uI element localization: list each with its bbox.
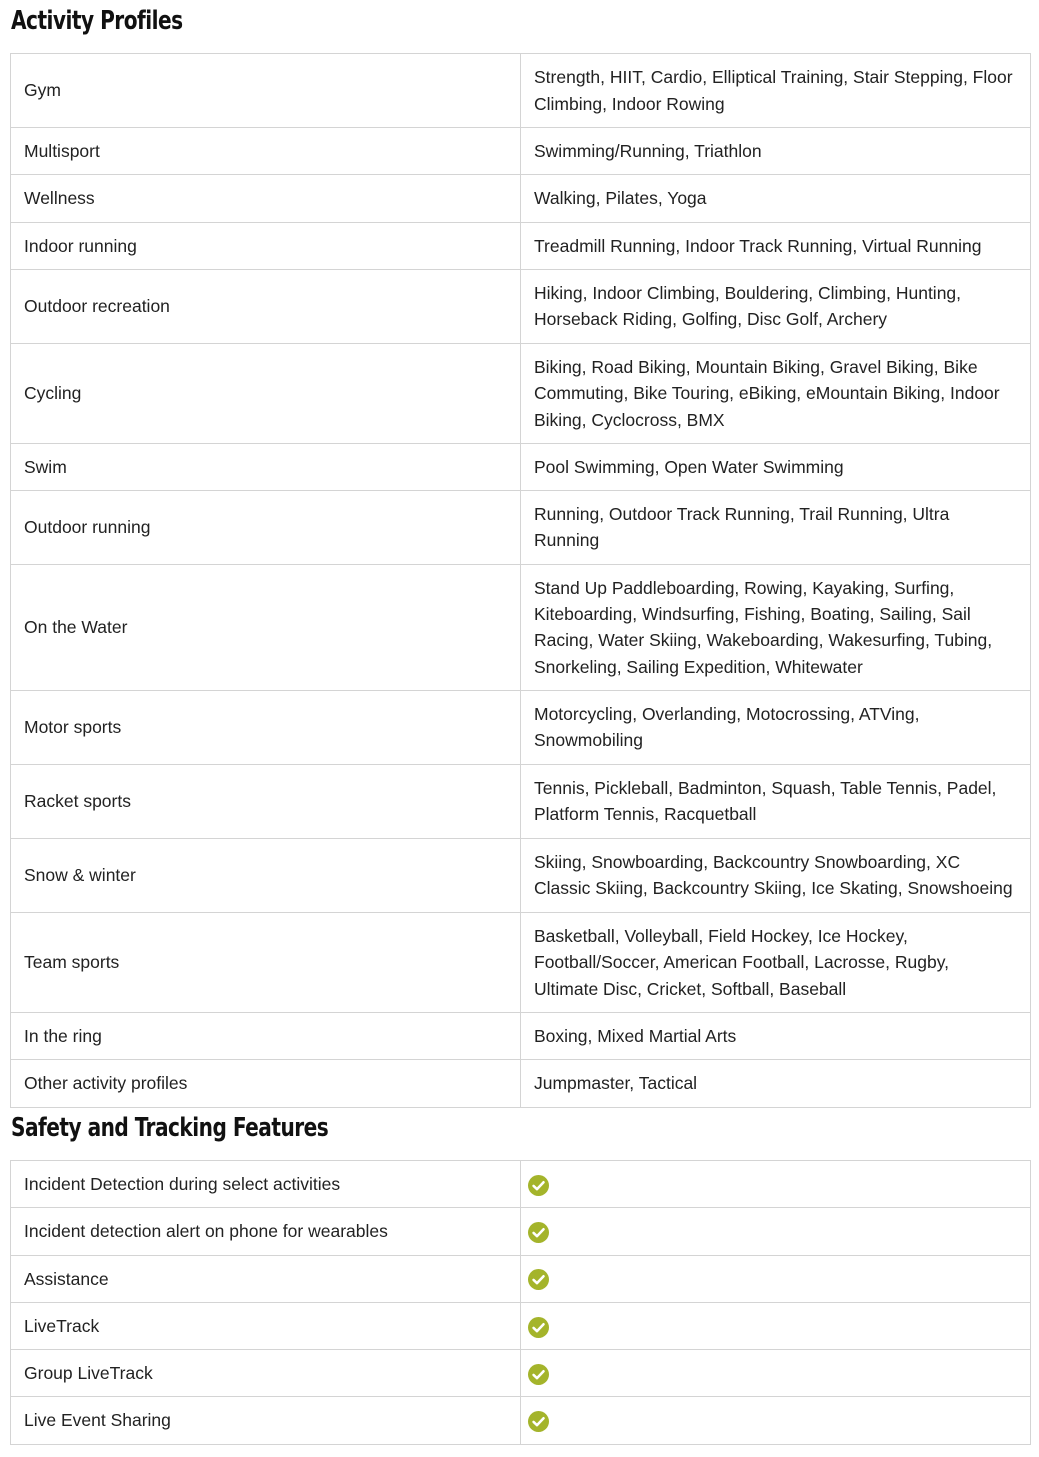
table-row <box>11 222 1031 269</box>
feature-status <box>521 1350 1031 1397</box>
feature-name: LiveTrack <box>11 1302 521 1349</box>
table-row <box>11 1350 1031 1397</box>
table-row <box>11 343 1031 443</box>
activity-category: Swim <box>11 443 521 490</box>
activity-list: Walking, Pilates, Yoga <box>521 175 1031 222</box>
check-circle-icon <box>528 1411 549 1432</box>
safety-features-table <box>10 1160 1031 1445</box>
table-row <box>11 764 1031 838</box>
table-row <box>11 690 1031 764</box>
activity-list: Pool Swimming, Open Water Swimming <box>521 443 1031 490</box>
table-row <box>11 443 1031 490</box>
table-row <box>11 1161 1031 1208</box>
check-circle-icon <box>528 1364 549 1385</box>
feature-status <box>521 1255 1031 1302</box>
activity-category: Cycling <box>11 343 521 443</box>
activity-category: Snow & winter <box>11 838 521 912</box>
activity-list: Strength, HIIT, Cardio, Elliptical Training, Stair Stepping, Floor Climbing, Indoor Rowing <box>521 54 1031 128</box>
activity-list: Swimming/Running, Triathlon <box>521 128 1031 175</box>
activity-profiles-table <box>10 53 1031 1108</box>
table-row <box>11 269 1031 343</box>
activity-category: Wellness <box>11 175 521 222</box>
table-row <box>11 491 1031 565</box>
activity-category: Motor sports <box>11 690 521 764</box>
activity-list: Treadmill Running, Indoor Track Running, Virtual Running <box>521 222 1031 269</box>
activity-category: Racket sports <box>11 764 521 838</box>
activity-list: Hiking, Indoor Climbing, Bouldering, Climbing, Hunting, Horseback Riding, Golfing, Disc Golf, Archery <box>521 269 1031 343</box>
feature-status <box>521 1302 1031 1349</box>
activity-category: On the Water <box>11 564 521 690</box>
feature-name: Assistance <box>11 1255 521 1302</box>
table-row <box>11 1302 1031 1349</box>
table-row <box>11 54 1031 128</box>
table-row <box>11 1397 1031 1444</box>
feature-name: Live Event Sharing <box>11 1397 521 1444</box>
activity-list: Jumpmaster, Tactical <box>521 1060 1031 1107</box>
activity-list: Running, Outdoor Track Running, Trail Running, Ultra Running <box>521 491 1031 565</box>
activity-list: Motorcycling, Overlanding, Motocrossing, ATVing, Snowmobiling <box>521 690 1031 764</box>
activity-category: Team sports <box>11 912 521 1012</box>
table-row <box>11 838 1031 912</box>
feature-name: Group LiveTrack <box>11 1350 521 1397</box>
feature-status <box>521 1208 1031 1255</box>
activity-list: Tennis, Pickleball, Badminton, Squash, Table Tennis, Padel, Platform Tennis, Racquetball <box>521 764 1031 838</box>
feature-name: Incident Detection during select activities <box>11 1161 521 1208</box>
activity-category: Multisport <box>11 128 521 175</box>
feature-status <box>521 1161 1031 1208</box>
table-row <box>11 1255 1031 1302</box>
table-row <box>11 1208 1031 1255</box>
activity-category: In the ring <box>11 1012 521 1059</box>
activity-category: Outdoor running <box>11 491 521 565</box>
table-row <box>11 1060 1031 1107</box>
table-row <box>11 1012 1031 1059</box>
check-circle-icon <box>528 1175 549 1196</box>
activity-list: Skiing, Snowboarding, Backcountry Snowboarding, XC Classic Skiing, Backcountry Skiing, Ice Skating, Snowshoeing <box>521 838 1031 912</box>
feature-name: Incident detection alert on phone for wearables <box>11 1208 521 1255</box>
activity-list: Boxing, Mixed Martial Arts <box>521 1012 1031 1059</box>
activity-category: Other activity profiles <box>11 1060 521 1107</box>
check-circle-icon <box>528 1269 549 1290</box>
table-row <box>11 128 1031 175</box>
table-row <box>11 912 1031 1012</box>
activity-list: Basketball, Volleyball, Field Hockey, Ice Hockey, Football/Soccer, American Football, Lacrosse, Rugby, Ultimate Disc, Cricket, Softball, Baseball <box>521 912 1031 1012</box>
activity-category: Indoor running <box>11 222 521 269</box>
activity-list: Stand Up Paddleboarding, Rowing, Kayaking, Surfing, Kiteboarding, Windsurfing, Fishing, Boating, Sailing, Sail Racing, Water Skiing, Wakeboarding, Wakesurfing, Tubing, Snorkeling, Sailing Expedition, Whitewater <box>521 564 1031 690</box>
feature-status <box>521 1397 1031 1444</box>
table-row <box>11 564 1031 690</box>
check-circle-icon <box>528 1222 549 1243</box>
activity-profiles-heading: Activity Profiles <box>11 6 183 36</box>
table-row <box>11 175 1031 222</box>
activity-list: Biking, Road Biking, Mountain Biking, Gravel Biking, Bike Commuting, Bike Touring, eBiking, eMountain Biking, Indoor Biking, Cyclocross, BMX <box>521 343 1031 443</box>
check-circle-icon <box>528 1317 549 1338</box>
activity-category: Gym <box>11 54 521 128</box>
activity-category: Outdoor recreation <box>11 269 521 343</box>
safety-features-heading: Safety and Tracking Features <box>11 1113 329 1143</box>
